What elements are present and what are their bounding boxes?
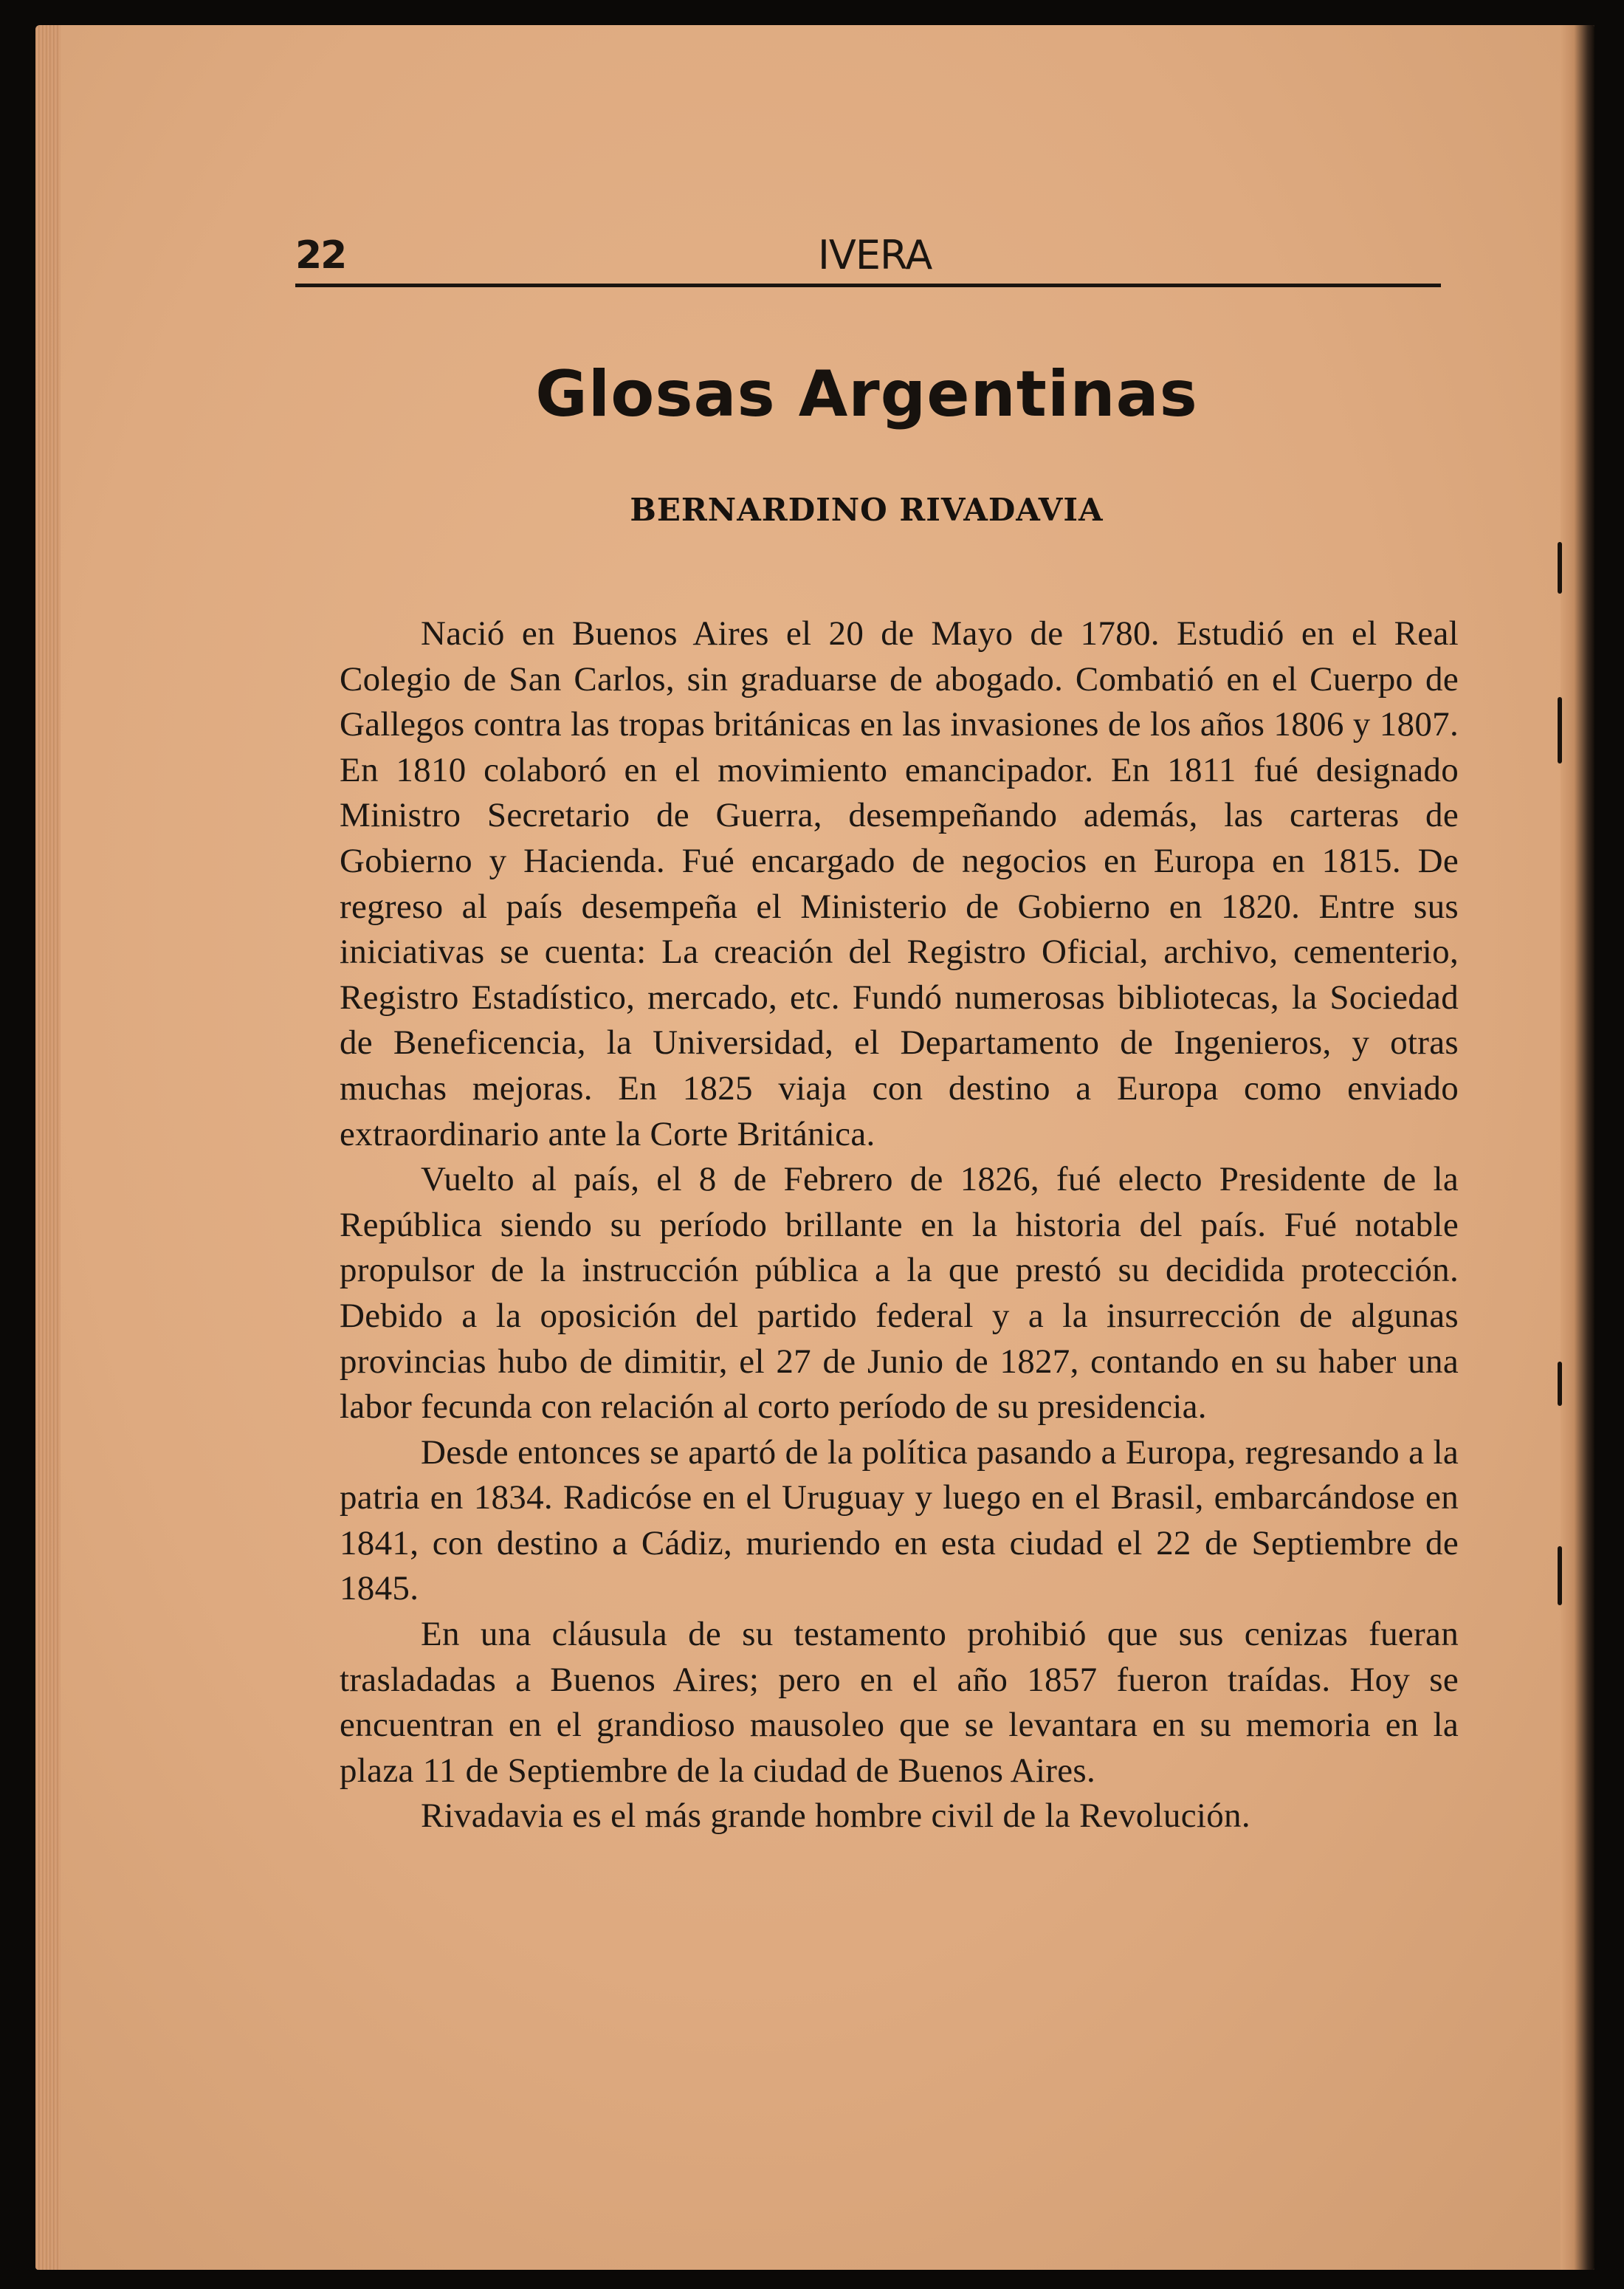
- article-body: [340, 611, 1459, 1839]
- binding-mark: [1558, 697, 1562, 763]
- article-subtitle: BERNARDINO RIVADAVIA: [630, 492, 1104, 528]
- running-head: [295, 219, 1441, 289]
- paragraph: En una cláusula de su testamento prohibió que sus cenizas fueran trasladadas a Buenos Aires; pero en el año 1857 fueron traídas. Hoy se encuentran en el grandioso mausoleo que se levantara en su memoria en la plaza 11 de Septiembre de la ciudad de Buenos Aires.: [340, 1615, 1459, 1790]
- paragraph: Desde entonces se apartó de la política pasando a Europa, regresando a la patria en 1834. Radicóse en el Uruguay y luego en el Brasil, embarcándose en 1841, con destino a Cádiz, muriendo en esta ciudad el 22 de Septiembre de 1845.: [340, 1432, 1459, 1608]
- paragraph: Nació en Buenos Aires el 20 de Mayo de 1780. Estudió en el Real Colegio de San Carlos, sin graduarse de abogado. Combatió en el Cuerpo de Gallegos contra las tropas británicas en las invasiones de los años 1806 y 1807. En 1810 colaboró en el movimiento emancipador. En 1811 fué designado Ministro Secretario de Guerra, desempeñando además, las carteras de Gobierno y Hacienda. Fué encargado de negocios en Europa en 1815. De regreso al país desempeña el Ministerio de Gobierno en 1820. Entre sus iniciativas se cuenta: La creación del Registro Oficial, archivo, cementerio, Registro Estadístico, mercado, etc. Fundó numerosas bibliotecas, la Sociedad de Beneficencia, la Universidad, el Departamento de Ingenieros, y otras muchas mejoras. En 1825 viaja con destino a Europa como enviado extraordinario ante la Corte Británica.: [340, 614, 1459, 1153]
- header-rule: [295, 284, 1441, 287]
- page-number: 22: [295, 233, 346, 278]
- page-edge-right: [1561, 25, 1594, 2270]
- book-page: [35, 25, 1594, 2270]
- article-title: Glosas Argentinas: [535, 357, 1198, 431]
- binding-mark: [1558, 542, 1562, 594]
- binding-mark: [1558, 1362, 1562, 1406]
- page-edge-left: [35, 25, 61, 2270]
- paragraph: Rivadavia es el más grande hombre civil de la Revolución.: [421, 1796, 1250, 1836]
- paragraph: Vuelto al país, el 8 de Febrero de 1826, fué electo Presidente de la República siendo su período brillante en la historia del país. Fué notable propulsor de la instrucción pública a la que prestó su decidida protección. Debido a la oposición del partido federal y a la insurrección de algunas provincias hubo de dimitir, el 27 de Junio de 1827, contando en su haber una labor fecunda con relación al corto período de su presidencia.: [340, 1160, 1459, 1427]
- journal-name: IVERA: [818, 232, 932, 278]
- binding-mark: [1558, 1546, 1562, 1605]
